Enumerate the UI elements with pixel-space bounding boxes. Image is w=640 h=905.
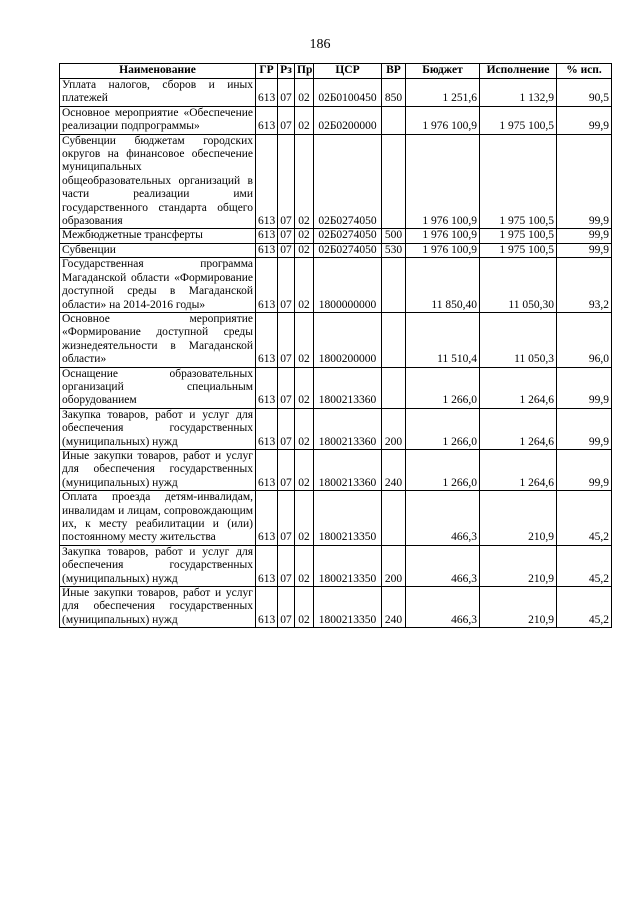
row-vr: [382, 491, 406, 546]
header-gr: ГР: [256, 64, 278, 79]
row-gr: 613: [256, 258, 278, 313]
row-gr: 613: [256, 134, 278, 229]
row-gr: 613: [256, 587, 278, 628]
row-vr: 200: [382, 545, 406, 586]
row-rz: 07: [278, 587, 295, 628]
row-name: Межбюджетные трансферты: [60, 229, 256, 243]
row-vr: [382, 106, 406, 134]
row-vr: 240: [382, 449, 406, 490]
row-budget: 1 266,0: [406, 367, 480, 408]
table-row: [60, 312, 612, 367]
row-budget: 466,3: [406, 587, 480, 628]
row-percent: 99,9: [557, 106, 612, 134]
row-csr: 02Б0274050: [314, 134, 382, 229]
row-rz: 07: [278, 229, 295, 243]
row-execution: 11 050,30: [480, 258, 557, 313]
row-name: Уплата налогов, сборов и иных платежей: [60, 79, 256, 107]
row-pr: 02: [295, 79, 314, 107]
row-name: Основное мероприятие «Формирование доступной среды жизнедеятельности в Магаданской области»: [60, 312, 256, 367]
row-csr: 02Б0274050: [314, 229, 382, 243]
header-csr: ЦСР: [314, 64, 382, 79]
row-vr: 530: [382, 243, 406, 257]
header-rz: Рз: [278, 64, 295, 79]
row-rz: 07: [278, 79, 295, 107]
row-percent: 93,2: [557, 258, 612, 313]
row-name: Субвенции бюджетам городских округов на финансовое обеспечение муниципальных общеобразовательных организаций в части реализации ими государственного стандарта общего образования: [60, 134, 256, 229]
row-percent: 99,9: [557, 367, 612, 408]
header-pr: Пр: [295, 64, 314, 79]
row-budget: 1 266,0: [406, 449, 480, 490]
row-pr: 02: [295, 491, 314, 546]
row-csr: 1800213360: [314, 449, 382, 490]
row-pr: 02: [295, 258, 314, 313]
row-pr: 02: [295, 134, 314, 229]
row-name: Иные закупки товаров, работ и услуг для обеспечения государственных (муниципальных) нужд: [60, 449, 256, 490]
row-vr: 500: [382, 229, 406, 243]
table-row: [60, 106, 612, 134]
row-budget: 466,3: [406, 545, 480, 586]
row-name: Закупка товаров, работ и услуг для обеспечения государственных (муниципальных) нужд: [60, 545, 256, 586]
row-csr: 1800213360: [314, 408, 382, 449]
row-csr: 02Б0200000: [314, 106, 382, 134]
row-pr: 02: [295, 229, 314, 243]
table-row: [60, 587, 612, 628]
row-budget: 11 510,4: [406, 312, 480, 367]
row-execution: 210,9: [480, 491, 557, 546]
row-rz: 07: [278, 408, 295, 449]
header-budget: Бюджет: [406, 64, 480, 79]
table-row: [60, 449, 612, 490]
table-row: [60, 545, 612, 586]
row-vr: [382, 367, 406, 408]
row-vr: [382, 312, 406, 367]
row-rz: 07: [278, 449, 295, 490]
row-csr: 1800213350: [314, 587, 382, 628]
row-percent: 99,9: [557, 449, 612, 490]
row-execution: 1 264,6: [480, 449, 557, 490]
header-row: [60, 64, 612, 79]
row-rz: 07: [278, 243, 295, 257]
row-csr: 1800213350: [314, 545, 382, 586]
row-execution: 210,9: [480, 545, 557, 586]
header-vr: ВР: [382, 64, 406, 79]
row-gr: 613: [256, 367, 278, 408]
row-budget: 11 850,40: [406, 258, 480, 313]
row-pr: 02: [295, 408, 314, 449]
row-rz: 07: [278, 491, 295, 546]
row-execution: 1 132,9: [480, 79, 557, 107]
row-rz: 07: [278, 312, 295, 367]
row-vr: [382, 258, 406, 313]
row-execution: 1 975 100,5: [480, 134, 557, 229]
row-execution: 210,9: [480, 587, 557, 628]
row-percent: 45,2: [557, 491, 612, 546]
row-execution: 1 975 100,5: [480, 106, 557, 134]
row-vr: 850: [382, 79, 406, 107]
row-percent: 45,2: [557, 587, 612, 628]
row-pr: 02: [295, 449, 314, 490]
row-name: Субвенции: [60, 243, 256, 257]
table-row: [60, 79, 612, 107]
row-execution: 1 264,6: [480, 408, 557, 449]
table-row: [60, 258, 612, 313]
row-budget: 1 976 100,9: [406, 134, 480, 229]
row-vr: 240: [382, 587, 406, 628]
row-name: Основное мероприятие «Обеспечение реализации подпрограммы»: [60, 106, 256, 134]
row-execution: 1 975 100,5: [480, 229, 557, 243]
row-gr: 613: [256, 408, 278, 449]
header-name: Наименование: [60, 64, 256, 79]
row-csr: 1800000000: [314, 258, 382, 313]
row-gr: 613: [256, 79, 278, 107]
row-percent: 99,9: [557, 408, 612, 449]
row-csr: 1800213350: [314, 491, 382, 546]
page-number: 186: [309, 37, 331, 52]
row-execution: 1 264,6: [480, 367, 557, 408]
row-percent: 99,9: [557, 134, 612, 229]
row-gr: 613: [256, 312, 278, 367]
row-name: Оснащение образовательных организаций специальным оборудованием: [60, 367, 256, 408]
row-percent: 90,5: [557, 79, 612, 107]
table-row: [60, 491, 612, 546]
header-execution: Исполнение: [480, 64, 557, 79]
row-pr: 02: [295, 587, 314, 628]
row-pr: 02: [295, 106, 314, 134]
row-gr: 613: [256, 449, 278, 490]
row-execution: 11 050,3: [480, 312, 557, 367]
row-name: Оплата проезда детям-инвалидам, инвалидам и лицам, сопровождающим их, к месту реабилитации и (или) постоянному месту жительства: [60, 491, 256, 546]
row-percent: 99,9: [557, 229, 612, 243]
row-csr: 02Б0100450: [314, 79, 382, 107]
row-budget: 1 251,6: [406, 79, 480, 107]
table-row: [60, 367, 612, 408]
row-rz: 07: [278, 106, 295, 134]
row-rz: 07: [278, 367, 295, 408]
row-rz: 07: [278, 258, 295, 313]
row-budget: 466,3: [406, 491, 480, 546]
row-vr: 200: [382, 408, 406, 449]
header-percent: % исп.: [557, 64, 612, 79]
row-csr: 1800213360: [314, 367, 382, 408]
row-gr: 613: [256, 106, 278, 134]
row-gr: 613: [256, 229, 278, 243]
table-row: [60, 243, 612, 257]
row-budget: 1 976 100,9: [406, 106, 480, 134]
row-gr: 613: [256, 545, 278, 586]
row-budget: 1 976 100,9: [406, 243, 480, 257]
row-budget: 1 976 100,9: [406, 229, 480, 243]
row-pr: 02: [295, 367, 314, 408]
table-row: [60, 134, 612, 229]
table-row: [60, 408, 612, 449]
row-csr: 1800200000: [314, 312, 382, 367]
row-name: Иные закупки товаров, работ и услуг для обеспечения государственных (муниципальных) нужд: [60, 587, 256, 628]
row-rz: 07: [278, 545, 295, 586]
row-pr: 02: [295, 312, 314, 367]
row-percent: 96,0: [557, 312, 612, 367]
row-percent: 45,2: [557, 545, 612, 586]
row-gr: 613: [256, 243, 278, 257]
row-percent: 99,9: [557, 243, 612, 257]
row-execution: 1 975 100,5: [480, 243, 557, 257]
row-vr: [382, 134, 406, 229]
row-pr: 02: [295, 545, 314, 586]
row-budget: 1 266,0: [406, 408, 480, 449]
row-csr: 02Б0274050: [314, 243, 382, 257]
row-gr: 613: [256, 491, 278, 546]
row-rz: 07: [278, 134, 295, 229]
budget-table: [59, 63, 612, 628]
row-name: Государственная программа Магаданской области «Формирование доступной среды в Магаданской области» на 2014-2016 годы»: [60, 258, 256, 313]
row-name: Закупка товаров, работ и услуг для обеспечения государственных (муниципальных) нужд: [60, 408, 256, 449]
table-row: [60, 229, 612, 243]
row-pr: 02: [295, 243, 314, 257]
